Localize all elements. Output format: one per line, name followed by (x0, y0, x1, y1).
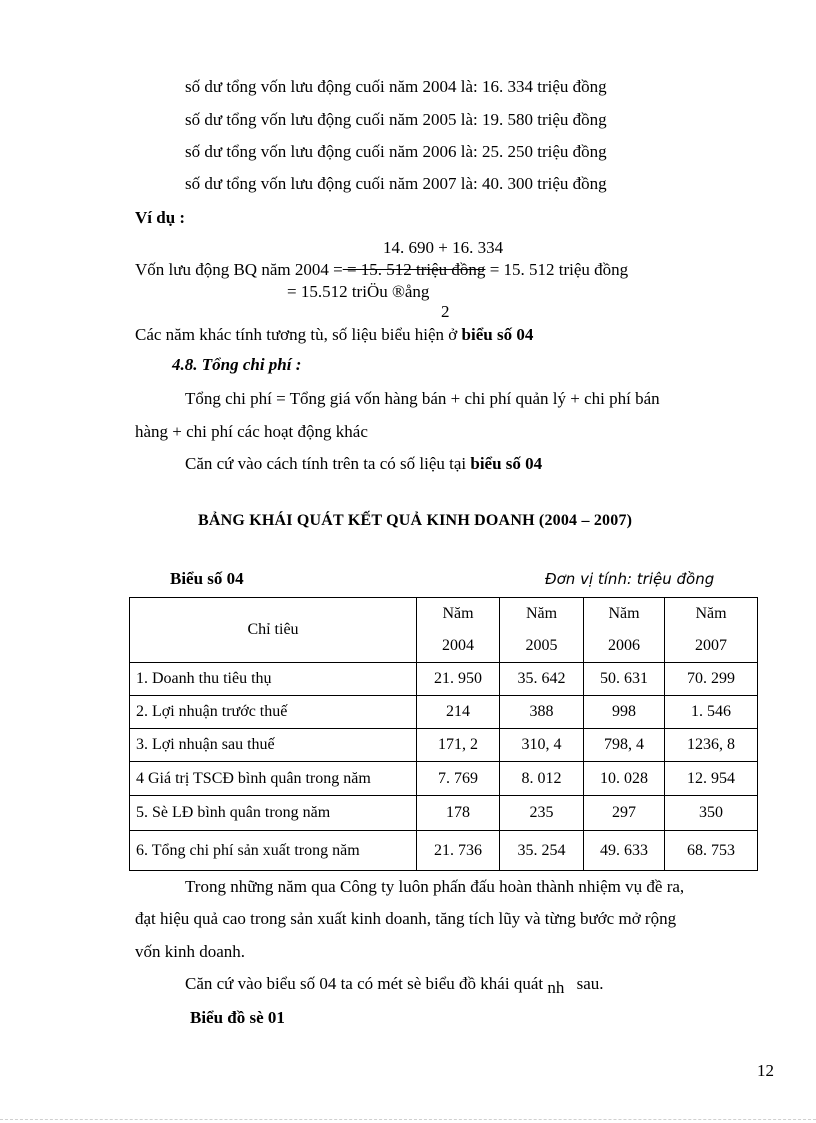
header-indicator: Chỉ tiêu (130, 598, 417, 663)
row-value: 70. 299 (665, 663, 758, 696)
header-prefix: Năm (525, 605, 558, 622)
conclusion-line-1: Trong những năm qua Công ty luôn phấn đấu hoàn thành nhiệm vụ đề ra, (185, 877, 685, 896)
example-denominator: 2 (441, 302, 450, 321)
intro-line-2004: số dư tổng vốn lưu động cuối năm 2004 là: 16. 334 triệu đồng (185, 77, 607, 96)
table-title: BẢNG KHÁI QUÁT KẾT QUẢ KINH DOANH (2004 – 2007) (198, 512, 633, 529)
other-years-text (135, 325, 533, 345)
header-prefix: Năm (608, 605, 640, 622)
table-row (130, 696, 758, 729)
row-value: 388 (500, 696, 584, 729)
header-year-value: 2006 (608, 637, 640, 654)
example-formula (135, 260, 628, 280)
row-value: 171, 2 (417, 729, 500, 762)
row-label: 4 Giá trị TSCĐ bình quân trong năm (130, 762, 417, 796)
header-year-value: 2007 (695, 637, 727, 654)
example-heading: Ví dụ : (135, 208, 186, 227)
table-header-row (130, 598, 758, 663)
row-value: 235 (500, 796, 584, 831)
row-value: 21. 950 (417, 663, 500, 696)
row-value: 21. 736 (417, 831, 500, 871)
intro-line-2006: số dư tổng vốn lưu động cuối năm 2006 là: 25. 250 triệu đồng (185, 142, 607, 161)
conclusion-line-4-a: Căn cứ vào biểu số 04 ta có mét sè biểu đồ khái quát (185, 974, 544, 993)
header-prefix: Năm (695, 605, 727, 622)
row-value: 1. 546 (665, 696, 758, 729)
formula-line-2: hàng + chi phí các hoạt động khác (135, 422, 368, 441)
chart-heading: Biểu đồ sè 01 (190, 1008, 285, 1027)
row-value: 35. 642 (500, 663, 584, 696)
formula-line-1: Tổng chi phí = Tổng giá vốn hàng bán + chi phí quản lý + chi phí bán (185, 389, 660, 408)
row-value: 1236, 8 (665, 729, 758, 762)
table-label: Biểu số 04 (170, 569, 244, 588)
example-label: Vốn lưu động BQ năm 2004 = (135, 260, 343, 279)
basis-text (185, 454, 542, 474)
header-year-value: 2005 (525, 637, 558, 654)
row-value: 297 (584, 796, 665, 831)
row-value: 35. 254 (500, 831, 584, 871)
row-value: 49. 633 (584, 831, 665, 871)
header-year-2006 (584, 598, 665, 663)
example-struck: = 15. 512 triệu đồng (342, 260, 486, 279)
section-heading: 4.8. Tổng chi phí : (172, 355, 302, 374)
row-value: 12. 954 (665, 762, 758, 796)
row-label: 3. Lợi nhuận sau thuế (130, 729, 417, 762)
table-row (130, 729, 758, 762)
conclusion-line-2: đạt hiệu quả cao trong sản xuất kinh doanh, tăng tích lũy và từng bước mở rộng (135, 909, 677, 928)
row-value: 10. 028 (584, 762, 665, 796)
page-bottom-rule (0, 1119, 816, 1120)
row-label: 1. Doanh thu tiêu thụ (130, 663, 417, 696)
header-year-2004 (417, 598, 500, 663)
table-row (130, 831, 758, 871)
row-value: 350 (665, 796, 758, 831)
row-value: 214 (417, 696, 500, 729)
other-years-plain: Các năm khác tính tương tù, số liệu biểu hiện ở (135, 325, 462, 344)
conclusion-line-4-b: sau. (576, 974, 604, 993)
row-value: 798, 4 (584, 729, 665, 762)
header-year-2005 (500, 598, 584, 663)
basis-plain: Căn cứ vào cách tính trên ta có số liệu tại (185, 454, 471, 473)
other-years-ref: biểu số 04 (461, 325, 534, 344)
conclusion-line-4 (185, 974, 604, 997)
conclusion-line-3: vốn kinh doanh. (135, 942, 246, 961)
intro-line-2005: số dư tổng vốn lưu động cuối năm 2005 là: 19. 580 triệu đồng (185, 110, 607, 129)
example-second-line: = 15.512 triÖu ®ång (287, 282, 430, 301)
row-value: 310, 4 (500, 729, 584, 762)
row-value: 178 (417, 796, 500, 831)
basis-ref: biểu số 04 (470, 454, 543, 473)
table-row (130, 796, 758, 831)
row-value: 50. 631 (584, 663, 665, 696)
row-value: 8. 012 (500, 762, 584, 796)
header-year-2007 (665, 598, 758, 663)
unit-label: Đơn vị tính: triệu đồng (545, 570, 715, 588)
header-year-value: 2004 (442, 637, 474, 654)
example-numerator: 14. 690 + 16. 334 (383, 238, 504, 257)
row-label: 6. Tổng chi phí sản xuất trong năm (130, 831, 417, 871)
results-table (129, 597, 758, 871)
table-row (130, 663, 758, 696)
table-row (130, 762, 758, 796)
row-value: 998 (584, 696, 665, 729)
header-prefix: Năm (442, 605, 474, 622)
example-result: = 15. 512 triệu đồng (489, 260, 629, 279)
conclusion-line-4-nh: nh (547, 978, 565, 997)
row-value: 7. 769 (417, 762, 500, 796)
row-value: 68. 753 (665, 831, 758, 871)
row-label: 5. Sè LĐ bình quân trong năm (130, 796, 417, 831)
page-number: 12 (757, 1061, 774, 1080)
intro-line-2007: số dư tổng vốn lưu động cuối năm 2007 là: 40. 300 triệu đồng (185, 174, 607, 193)
row-label: 2. Lợi nhuận trước thuế (130, 696, 417, 729)
